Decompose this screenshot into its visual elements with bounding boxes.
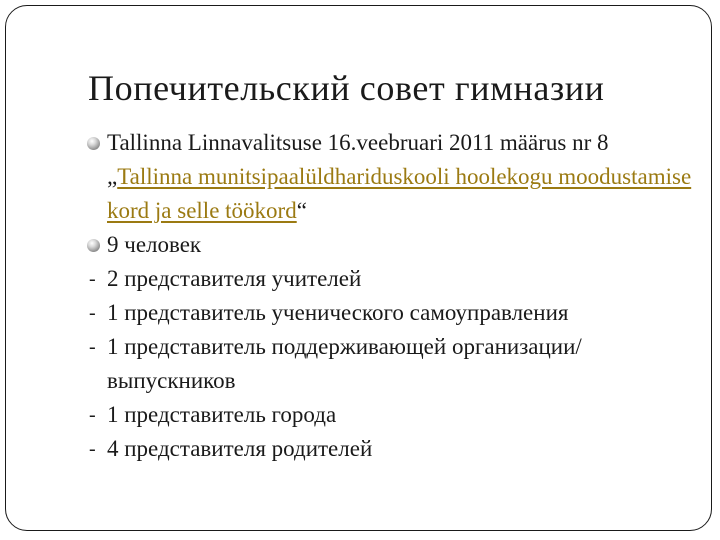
list-item [84, 330, 699, 398]
list-item [84, 432, 699, 466]
list-item [84, 398, 699, 432]
list-item [84, 296, 699, 330]
slide-title: Попечительский совет гимназии [88, 68, 605, 108]
city-text: 1 представитель города [107, 402, 337, 427]
dash-marker: - [89, 268, 96, 290]
regulation-text: Tallinna Linnavalitsuse 16.veebruari 2011 määrus nr 8 [107, 130, 609, 155]
list-item [84, 126, 699, 228]
dash-marker: - [89, 438, 96, 460]
regulation-link[interactable]: Tallinna munitsipaalüldhariduskooli hoolekogu moodustamise kord ja selle töökord [107, 164, 692, 223]
quote-open: „ [107, 164, 118, 189]
list-item [84, 228, 699, 262]
supporting-org-text: 1 представитель поддерживающей организации/выпускников [107, 334, 582, 393]
list-item [84, 262, 699, 296]
bullet-icon [84, 126, 104, 160]
dash-marker: - [89, 336, 96, 358]
slide-frame [5, 5, 712, 531]
bullet-icon [84, 228, 104, 262]
quote-close: “ [296, 198, 307, 223]
dash-marker: - [89, 404, 96, 426]
members-count-text: 9 человек [107, 232, 202, 257]
parents-text: 4 представителя родителей [107, 436, 373, 461]
dash-marker: - [89, 302, 96, 324]
bullet-list [84, 126, 699, 466]
teachers-text: 2 представителя учителей [107, 266, 362, 291]
student-government-text: 1 представитель ученического самоуправления [107, 300, 569, 325]
